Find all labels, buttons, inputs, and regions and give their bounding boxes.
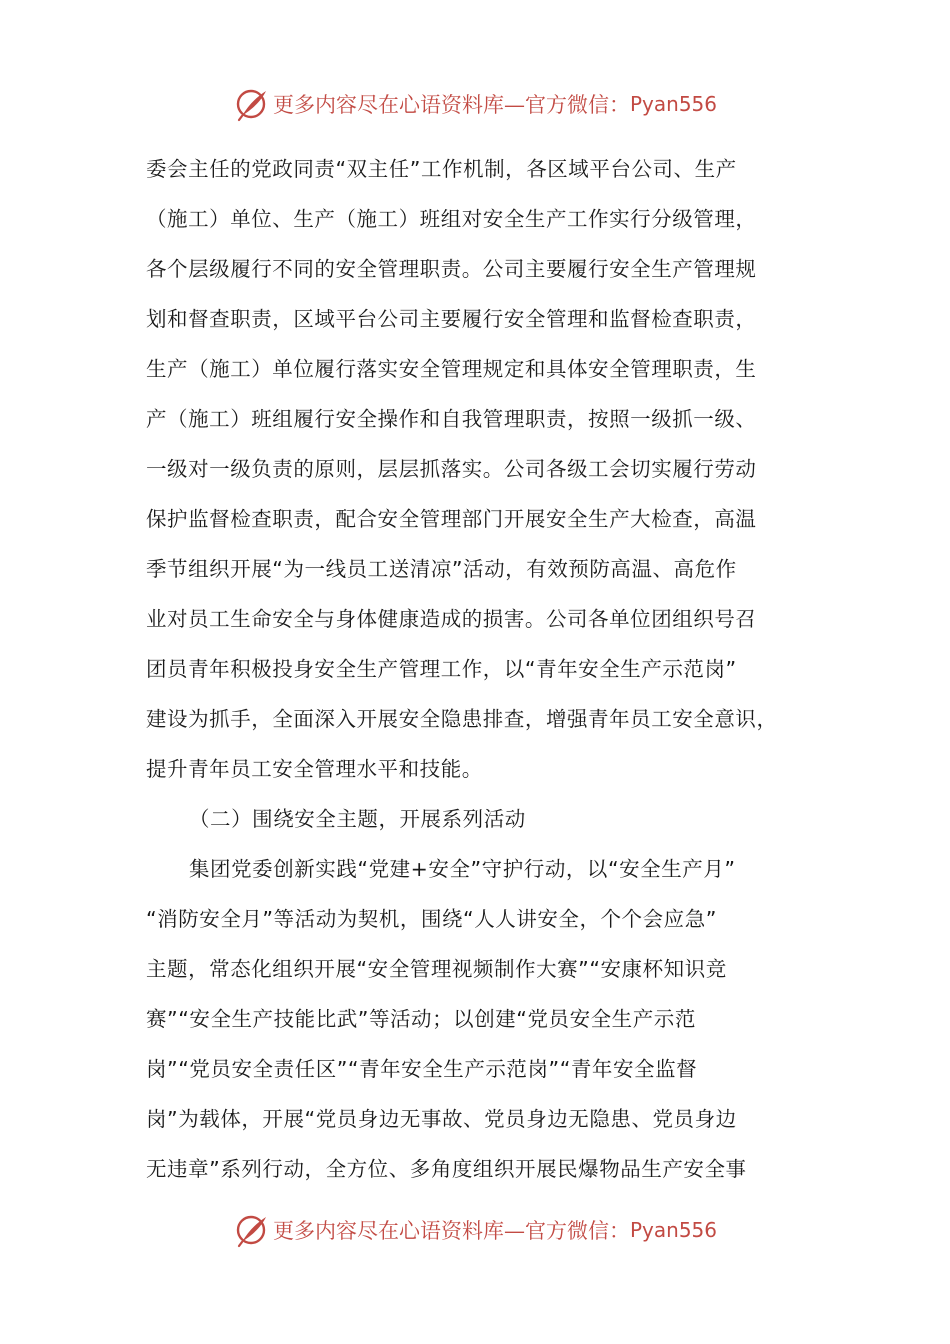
- text-line: 委会主任的党政同责“双主任”工作机制，各区域平台公司、生产: [146, 157, 737, 181]
- text-line: 业对员工生命安全与身体健康造成的损害。公司各单位团组织号召: [146, 607, 757, 631]
- watermark-text: 更多内容尽在心语资料库—官方微信：: [272, 1219, 630, 1243]
- text-line: 划和督查职责，区域平台公司主要履行安全管理和监督检查职责，: [146, 307, 757, 331]
- quill-pen-logo-icon: [233, 86, 269, 122]
- text-line: “消防安全月”等活动为契机，围绕“人人讲安全，个个会应急”: [146, 907, 717, 931]
- text-line: 各个层级履行不同的安全管理职责。公司主要履行安全生产管理规: [146, 257, 757, 281]
- text-line: 季节组织开展“为一线员工送清凉”活动，有效预防高温、高危作: [146, 557, 737, 581]
- text-line: 岗”为载体，开展“党员身边无事故、党员身边无隐患、党员身边: [146, 1107, 737, 1131]
- text-line: 保护监督检查职责，配合安全管理部门开展安全生产大检查，高温: [146, 507, 757, 531]
- document-body: [146, 144, 826, 1194]
- quill-pen-logo-icon: [233, 1212, 269, 1248]
- footer-watermark: [0, 1210, 950, 1250]
- watermark-wechat-id: Pyan556: [629, 1218, 717, 1242]
- text-line: 一级对一级负责的原则，层层抓落实。公司各级工会切实履行劳动: [146, 457, 757, 481]
- text-line: 主题，常态化组织开展“安全管理视频制作大赛”“安康杯知识竞: [146, 957, 727, 981]
- watermark-wechat-id: Pyan556: [629, 92, 717, 116]
- text-line: 岗”“党员安全责任区”“青年安全生产示范岗”“青年安全监督: [146, 1057, 698, 1081]
- header-watermark: [0, 84, 950, 124]
- text-line: （施工）单位、生产（施工）班组对安全生产工作实行分级管理，: [146, 207, 757, 231]
- text-line: 产（施工）班组履行安全操作和自我管理职责，按照一级抓一级、: [146, 407, 757, 431]
- text-line: 赛”“安全生产技能比武”等活动；以创建“党员安全生产示范: [146, 1007, 696, 1031]
- watermark-text: 更多内容尽在心语资料库—官方微信：: [272, 93, 630, 117]
- text-line: 生产（施工）单位履行落实安全管理规定和具体安全管理职责，生: [146, 357, 757, 381]
- text-line: 无违章”系列行动，全方位、多角度组织开展民爆物品生产安全事: [146, 1157, 747, 1181]
- section-heading: （二）围绕安全主题，开展系列活动: [189, 807, 526, 831]
- text-line: 集团党委创新实践“党建+安全”守护行动，以“安全生产月”: [189, 857, 736, 881]
- text-line: 团员青年积极投身安全生产管理工作，以“青年安全生产示范岗”: [146, 657, 737, 681]
- text-line: 提升青年员工安全管理水平和技能。: [146, 757, 483, 781]
- text-line: 建设为抓手，全面深入开展安全隐患排查，增强青年员工安全意识，: [146, 707, 778, 731]
